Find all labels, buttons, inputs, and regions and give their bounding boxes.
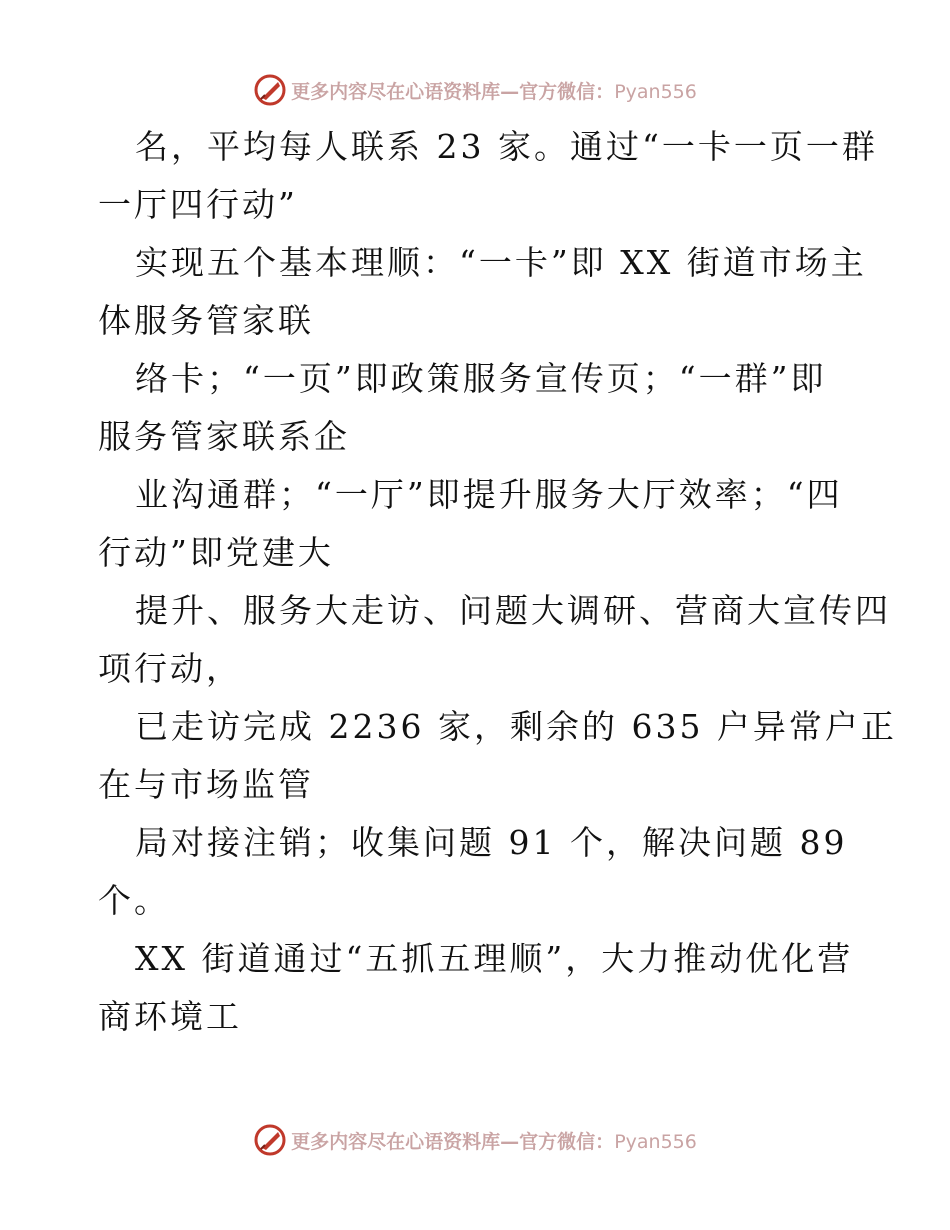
document-body — [98, 118, 897, 1046]
paragraph — [98, 466, 858, 582]
paragraph — [98, 698, 897, 814]
paragraph-line: 一厅四行动” — [98, 185, 298, 224]
feather-pen-logo-icon — [253, 73, 287, 107]
paragraph-line: 体服务管家联 — [98, 301, 314, 340]
paragraph-line: 商环境工 — [98, 997, 242, 1036]
footer-banner-separator: — — [500, 1130, 520, 1153]
paragraph-line: 服务管家联系企 — [98, 417, 350, 456]
footer-banner-text — [291, 1127, 697, 1154]
paragraph-line: 实现五个基本理顺：“一卡”即 XX 街道市场主 — [135, 243, 867, 282]
header-wechat-id: Pyan556 — [614, 80, 697, 103]
feather-pen-logo-icon — [253, 1123, 287, 1157]
footer-banner — [0, 1122, 950, 1158]
paragraph-line: 已走访完成 2236 家，剩余的 635 户异常户正 — [135, 707, 897, 746]
paragraph-line: 在与市场监管 — [98, 765, 314, 804]
paragraph — [98, 118, 878, 234]
footer-banner-title: 更多内容尽在心语资料库 — [291, 1130, 501, 1153]
paragraph — [98, 814, 858, 930]
paragraph — [98, 350, 858, 466]
footer-wechat-id: Pyan556 — [614, 1130, 697, 1153]
paragraph-line: 提升、服务大走访、问题大调研、营商大宣传四 — [135, 591, 891, 630]
footer-wechat-label: 官方微信： — [519, 1130, 615, 1153]
paragraph-line: 络卡；“一页”即政策服务宣传页；“一群”即 — [135, 359, 827, 398]
paragraph-line: 业沟通群；“一厅”即提升服务大厅效率；“四 — [135, 475, 843, 514]
paragraph-line: 行动”即党建大 — [98, 533, 334, 572]
header-banner-title: 更多内容尽在心语资料库 — [291, 80, 501, 103]
header-banner-text — [291, 77, 697, 104]
paragraph — [98, 234, 867, 350]
paragraph-line: XX 街道通过“五抓五理顺”，大力推动优化营 — [135, 939, 854, 978]
paragraph-line: 局对接注销；收集问题 91 个，解决问题 89 — [135, 823, 848, 862]
header-wechat-label: 官方微信： — [519, 80, 615, 103]
header-banner-separator: — — [500, 80, 520, 103]
header-banner — [0, 72, 950, 108]
paragraph-line: 名，平均每人联系 23 家。通过“一卡一页一群 — [135, 127, 878, 166]
paragraph-line: 项行动， — [98, 649, 242, 688]
paragraph — [98, 582, 891, 698]
paragraph — [98, 930, 858, 1046]
paragraph-line: 个。 — [98, 881, 170, 920]
